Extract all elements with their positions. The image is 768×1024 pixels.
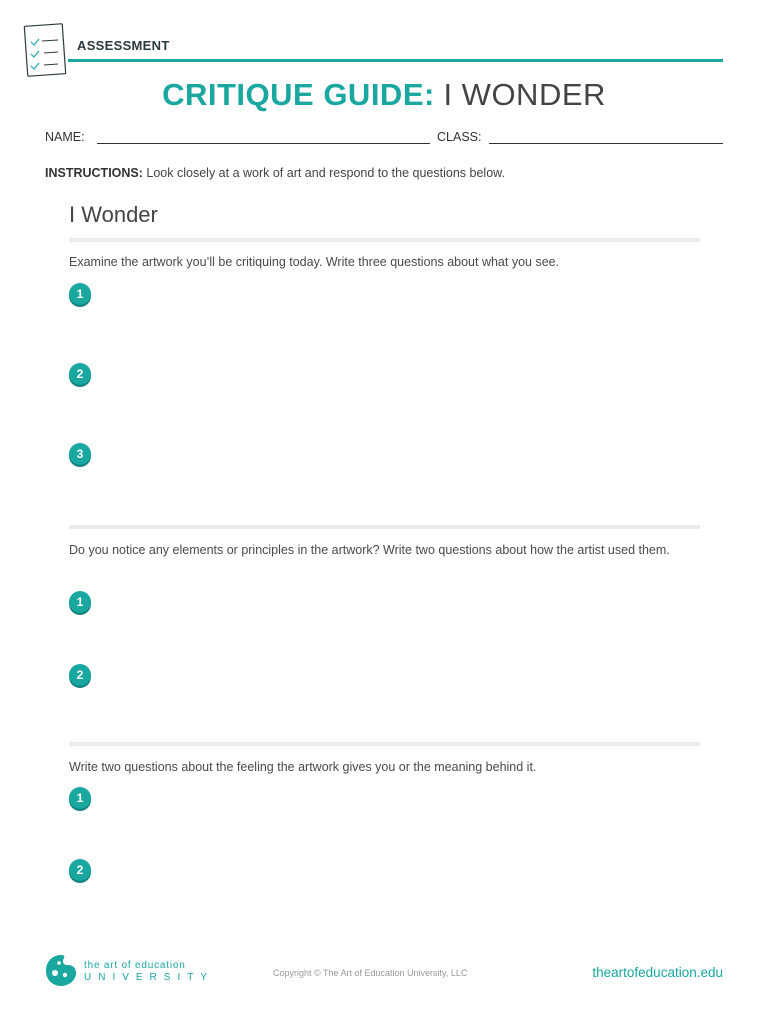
title-light: I WONDER [443, 77, 606, 112]
number-badge: 2 [69, 664, 91, 686]
instructions-text: Look closely at a work of art and respond to the questions below. [146, 166, 505, 180]
name-class-row [45, 129, 725, 147]
prompt-3: Write two questions about the feeling the artwork gives you or the meaning behind it. [69, 760, 537, 774]
class-field[interactable] [489, 143, 723, 144]
website-link[interactable]: theartofeducation.edu [592, 965, 723, 980]
section-title: I Wonder [69, 202, 158, 227]
number-badge: 2 [69, 363, 91, 385]
logo-text-line2: UNIVERSITY [84, 972, 215, 983]
header-rule [68, 59, 723, 62]
prompt-2: Do you notice any elements or principles in the artwork? Write two questions about how the artist used them. [69, 543, 670, 557]
instructions-label: INSTRUCTIONS: [45, 166, 143, 180]
number-badge: 1 [69, 591, 91, 613]
prompt-divider [69, 742, 700, 746]
prompt-divider [69, 525, 700, 529]
number-badge: 2 [69, 859, 91, 881]
class-label: CLASS: [437, 130, 482, 144]
instructions [45, 166, 505, 180]
number-badge: 1 [69, 283, 91, 305]
number-badge: 3 [69, 443, 91, 465]
art-of-education-logo [45, 953, 77, 987]
page-title [0, 76, 768, 114]
title-bold: CRITIQUE GUIDE: [162, 77, 435, 112]
copyright-text: Copyright © The Art of Education University, LLC [273, 968, 468, 978]
checklist-icon [22, 22, 70, 78]
section-divider [69, 238, 700, 242]
header-label: ASSESSMENT [77, 38, 170, 53]
name-field[interactable] [97, 143, 430, 144]
name-label: NAME: [45, 130, 85, 144]
number-badge: 1 [69, 787, 91, 809]
prompt-1: Examine the artwork you’ll be critiquing today. Write three questions about what you see. [69, 255, 560, 269]
logo-text-line1: the art of education [84, 960, 186, 971]
